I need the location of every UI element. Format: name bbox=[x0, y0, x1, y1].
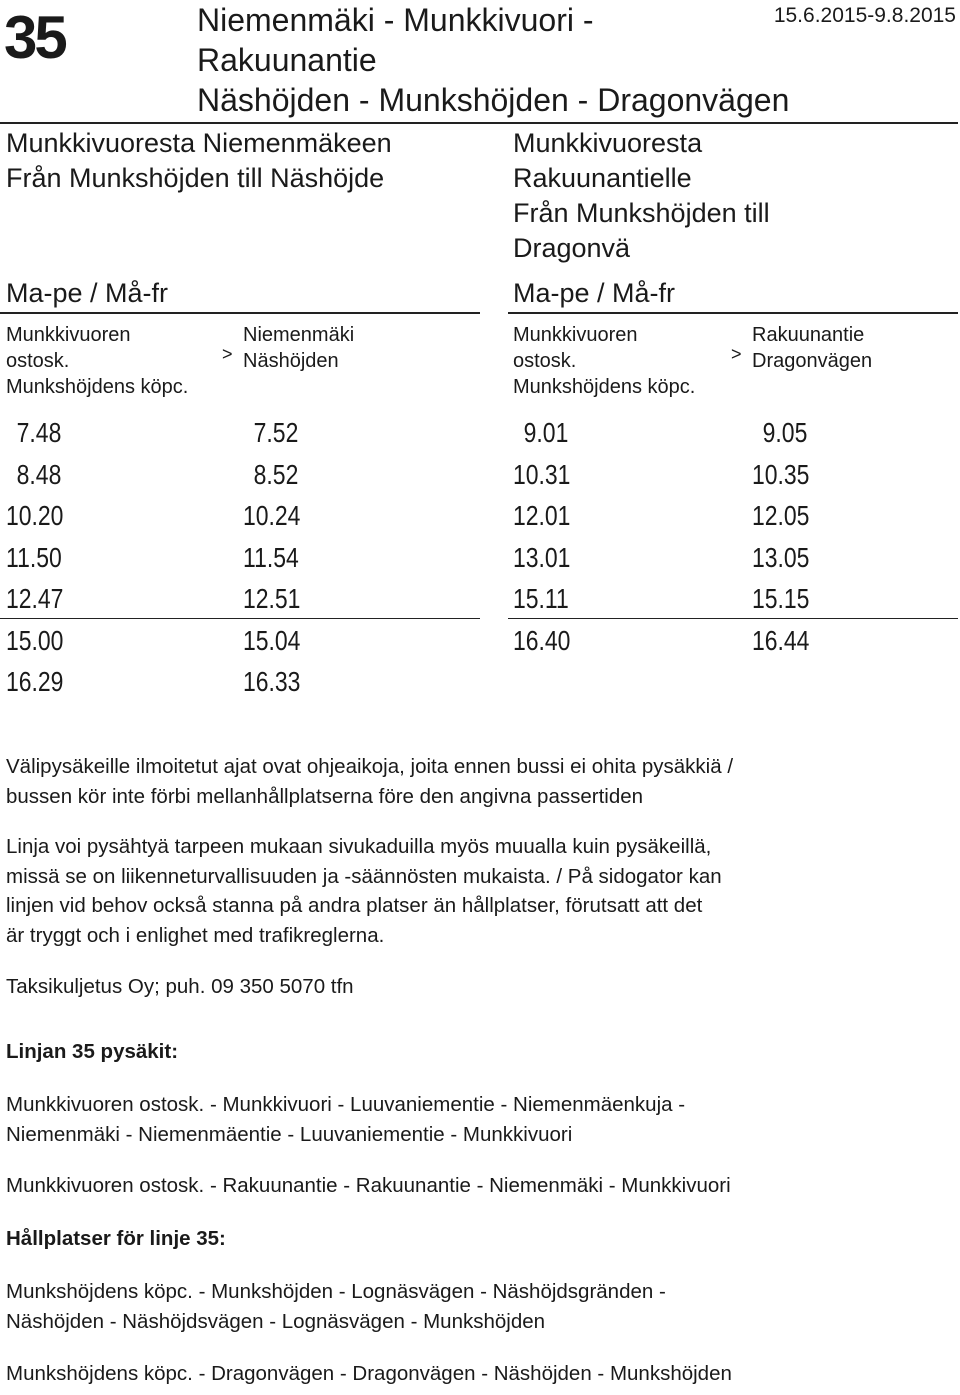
right-to-line: Rakuunantie bbox=[752, 324, 865, 346]
arrival-time: 16.33 bbox=[243, 666, 301, 697]
departure-time: 16.29 bbox=[6, 666, 64, 697]
right-from-stop bbox=[513, 322, 695, 400]
right-days-label: Ma-pe / Må-fr bbox=[513, 278, 676, 308]
stops-line: Näshöjden - Näshöjdsvägen - Lognäsvägen - Munkshöjden bbox=[6, 1309, 546, 1333]
left-to-stop bbox=[243, 322, 354, 374]
side-street-note-line: missä se on liikenneturvallisuuden ja -säännösten mukaista. / På sidogator kan bbox=[6, 864, 722, 888]
departure-time: 15.00 bbox=[6, 624, 64, 656]
stops-line: Niemenmäki - Niemenmäentie - Luuvaniementie - Munkkivuori bbox=[6, 1122, 573, 1146]
arrival-time: 12.05 bbox=[752, 500, 810, 531]
timing-note-line: Välipysäkeille ilmoitetut ajat ovat ohjeaikoja, joita ennen bussi ei ohita pysäkkiä / bbox=[6, 755, 734, 778]
left-direction-sv: Från Munkshöjden till Näshöjde bbox=[6, 163, 385, 193]
left-direction-fi: Munkkivuoresta Niemenmäkeen bbox=[6, 128, 392, 158]
arrival-time: 9.05 bbox=[762, 417, 808, 448]
stops-route-2-fi: Munkkivuoren ostosk. - Rakuunantie - Rakuunantie - Niemenmäki - Munkkivuori bbox=[6, 1174, 731, 1197]
right-from-line: Munkshöjdens köpc. bbox=[513, 376, 696, 398]
left-from-line: Munkshöjdens köpc. bbox=[6, 376, 189, 398]
left-to-line: Näshöjden bbox=[243, 350, 339, 372]
departure-time: 12.01 bbox=[513, 500, 571, 531]
header-divider bbox=[0, 122, 958, 124]
right-to-line: Dragonvägen bbox=[752, 350, 873, 372]
arrival-time: 11.54 bbox=[243, 541, 299, 573]
arrival-time: 15.04 bbox=[243, 624, 301, 656]
arrival-time: 10.35 bbox=[752, 458, 810, 490]
timing-note bbox=[6, 752, 956, 811]
right-direction-arrow: > bbox=[731, 344, 742, 364]
right-departures bbox=[513, 412, 583, 661]
timing-note-line: bussen kör inte förbi mellanhållplatserna före den angivna passertiden bbox=[6, 784, 644, 808]
departure-time: 10.31 bbox=[513, 458, 571, 490]
right-days-divider bbox=[508, 312, 958, 314]
departure-time: 13.01 bbox=[513, 541, 571, 573]
left-days-divider bbox=[0, 312, 480, 314]
departure-time: 12.47 bbox=[6, 583, 64, 614]
stops-line: Munkshöjdens köpc. - Munkshöjden - Lognäsvägen - Näshöjdsgränden - bbox=[6, 1280, 666, 1303]
left-from-line: Munkkivuoren bbox=[6, 324, 131, 346]
departure-time: 9.01 bbox=[523, 417, 569, 448]
left-from-line: ostosk. bbox=[6, 350, 70, 372]
arrival-time: 10.24 bbox=[243, 500, 301, 531]
stops-line: Munkkivuoren ostosk. - Munkkivuori - Luuvaniementie - Niemenmäenkuja - bbox=[6, 1093, 686, 1116]
stops-heading-fi: Linjan 35 pysäkit: bbox=[6, 1040, 179, 1063]
arrival-time: 13.05 bbox=[752, 541, 810, 573]
departure-time: 11.50 bbox=[6, 541, 62, 573]
right-arrivals bbox=[752, 412, 822, 661]
departure-time: 7.48 bbox=[16, 417, 62, 448]
right-direction-sv-line-2: Dragonvä bbox=[513, 233, 631, 263]
left-group-divider bbox=[0, 618, 480, 619]
left-from-stop bbox=[6, 322, 188, 400]
route-title-line-2: Rakuunantie bbox=[197, 42, 377, 78]
arrival-time: 16.44 bbox=[752, 624, 810, 656]
arrival-time: 8.52 bbox=[253, 458, 299, 490]
operator-info: Taksikuljetus Oy; puh. 09 350 5070 tfn bbox=[6, 975, 354, 998]
departure-time: 8.48 bbox=[16, 458, 62, 490]
side-street-note-line: Linja voi pysähtyä tarpeen mukaan sivukaduilla myös muualla kuin pysäkeillä, bbox=[6, 835, 712, 858]
right-direction-sv-line-1: Från Munkshöjden till bbox=[513, 198, 770, 228]
stops-route-1-sv bbox=[6, 1277, 956, 1336]
side-street-note-line: linjen vid behov också stanna på andra platser än hållplatser, förutsatt att det bbox=[6, 894, 703, 917]
left-to-line: Niemenmäki bbox=[243, 324, 355, 346]
side-street-note bbox=[6, 832, 956, 950]
arrival-time: 12.51 bbox=[243, 583, 301, 614]
right-direction-fi-line-2: Rakuunantielle bbox=[513, 163, 692, 193]
left-direction-arrow: > bbox=[222, 344, 233, 364]
right-from-line: Munkkivuoren bbox=[513, 324, 638, 346]
validity-period: 15.6.2015-9.8.2015 bbox=[773, 4, 956, 27]
right-to-stop bbox=[752, 322, 872, 374]
route-number: 35 bbox=[4, 4, 65, 71]
departure-time: 15.11 bbox=[513, 583, 569, 614]
right-group-divider bbox=[508, 618, 958, 619]
departure-time: 10.20 bbox=[6, 500, 64, 531]
left-arrivals bbox=[243, 412, 313, 703]
right-from-line: ostosk. bbox=[513, 350, 577, 372]
departure-time: 16.40 bbox=[513, 624, 571, 656]
stops-heading-sv: Hållplatser för linje 35: bbox=[6, 1227, 226, 1250]
arrival-time: 15.15 bbox=[752, 583, 810, 614]
arrival-time: 7.52 bbox=[253, 417, 299, 448]
stops-route-2-sv: Munkshöjdens köpc. - Dragonvägen - Dragonvägen - Näshöjden - Munkshöjden bbox=[6, 1362, 732, 1385]
stops-route-1-fi bbox=[6, 1090, 956, 1149]
side-street-note-line: är tryggt och i enlighet med trafikreglerna. bbox=[6, 923, 385, 947]
left-days-label: Ma-pe / Må-fr bbox=[6, 278, 169, 308]
right-direction-fi-line-1: Munkkivuoresta bbox=[513, 128, 703, 158]
route-title-line-1: Niemenmäki - Munkkivuori - bbox=[197, 2, 594, 38]
route-title-line-3: Näshöjden - Munkshöjden - Dragonvägen bbox=[197, 82, 790, 118]
left-departures bbox=[6, 412, 76, 703]
